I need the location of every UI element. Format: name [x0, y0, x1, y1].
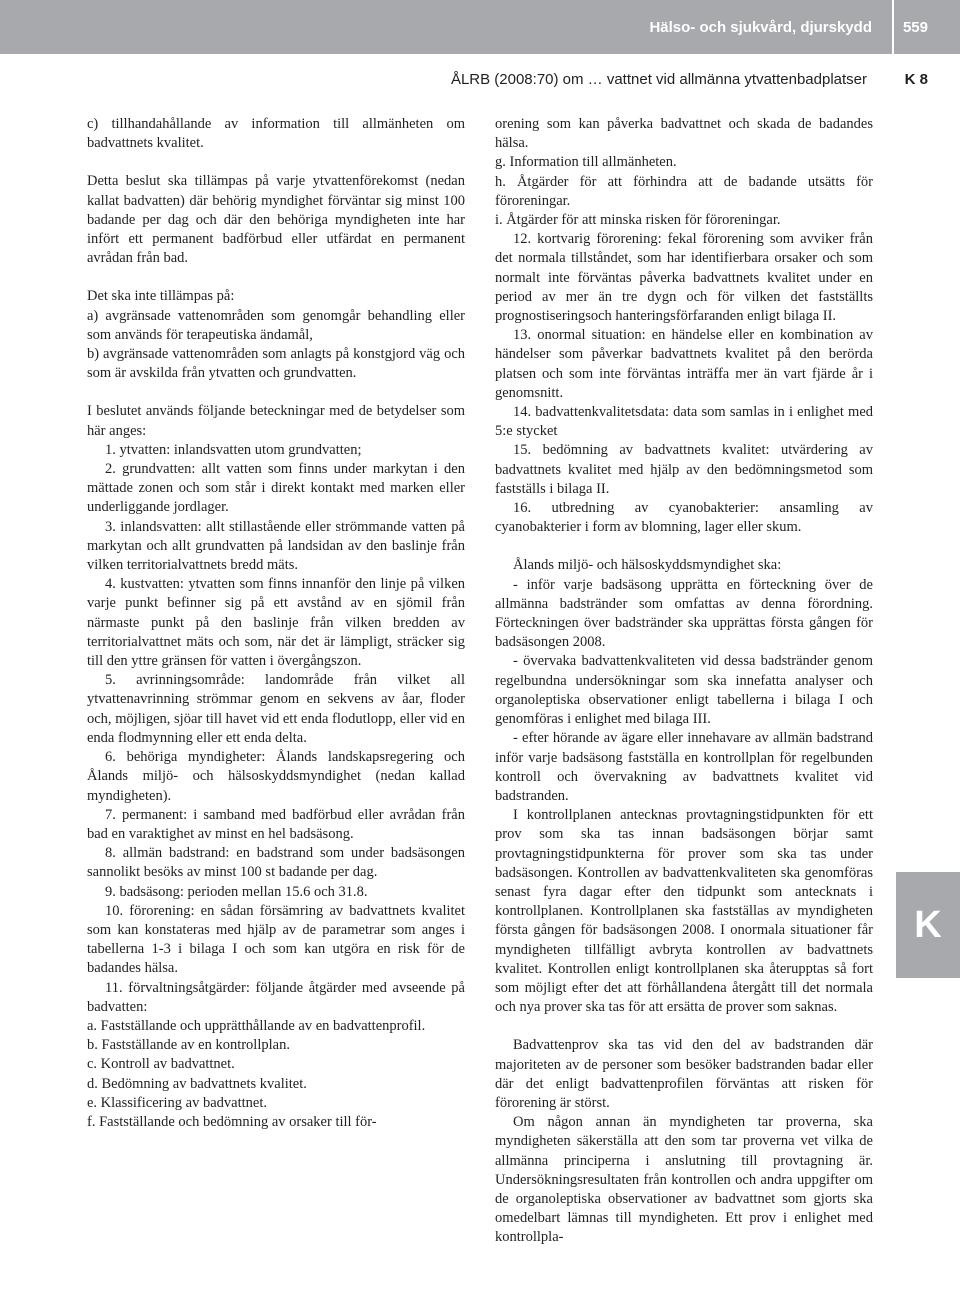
list-item: - efter hörande av ägare eller innehavare av allmän badstrand inför varje badsäsong fastställa en kontrollplan för regelbunden kontroll och övervakning av badvattnets kvalitet vid badstranden.: [495, 730, 873, 804]
header-divider: [892, 0, 894, 54]
definition-item: 7. permanent: i samband med badförbud eller avrådan från bad en varaktighet av minst en hel badsäsong.: [87, 806, 465, 842]
paragraph: Detta beslut ska tillämpas på varje ytvattenförekomst (nedan kallat badvatten) där behörig myndighet förväntar sig minst 100 badande per dag och där den behöriga myndigheten inte har infört ett permanent badförbud eller utfärdat en permanent avrådan från bad.: [87, 173, 465, 267]
definition-item: 15. bedömning av badvattnets kvalitet: utvärdering av badvattnets kvalitet med hjälp av den bedömningsmetod som fastställs i bilaga II.: [495, 442, 873, 497]
definition-item: 13. onormal situation: en händelse eller en kombination av händelser som påverkar badvattnets kvalitet på den berörda platsen och som inte förväntas inträffa mer än vart fjärde år i genomsnitt.: [495, 327, 873, 401]
definition-item: 9. badsäsong: perioden mellan 15.6 och 31.8.: [105, 883, 368, 900]
definition-item: 10. förorening: en sådan försämring av badvattnets kvalitet som kan konstateras med hjälp av de parametrar som anges i tabellerna 1-3 i bilaga I och som kan utgöra en risk för de badandes hälsa.: [87, 902, 465, 977]
definition-item: 2. grundvatten: allt vatten som finns under markytan i den mättade zonen och som står i direkt kontakt med marken eller underliggande jordlager.: [87, 461, 465, 516]
paragraph: c) tillhandahållande av information till allmänheten om badvattnets kvalitet.: [87, 116, 465, 152]
side-tab: K: [896, 872, 960, 978]
list-item: i. Åtgärder för att minska risken för föroreningar.: [495, 212, 781, 229]
right-column: [495, 115, 873, 1248]
chapter-code: K 8: [904, 71, 928, 88]
definition-item: 6. behöriga myndigheter: Ålands landskapsregering och Ålands miljö- och hälsoskyddsmyndighet (nedan kallad myndigheten).: [87, 749, 465, 804]
page-number: 559: [902, 19, 928, 36]
header-bar: [0, 0, 960, 54]
list-item: b) avgränsade vattenområden som anlagts på konstgjord väg och som är avskilda från ytvatten och grundvatten.: [87, 346, 465, 382]
list-item: e. Klassificering av badvattnet.: [87, 1094, 267, 1111]
definition-item: 8. allmän badstrand: en badstrand som under badsäsongen sannolikt besöks av minst 100 st badande per dag.: [87, 845, 465, 881]
paragraph: Om någon annan än myndigheten tar proverna, ska myndigheten säkerställa att den som tar proverna vet vilka de allmänna principerna i anslutning till provtagning är. Undersökningsresultaten från kontrollen och andra uppgifter om de organoleptiska observationer av badvattnet som gjorts ska omedelbart lämnas till myndigheten. Ett prov i enlighet med kontrollpla-: [495, 1114, 873, 1246]
list-item: a. Fastställande och upprätthållande av en badvattenprofil.: [87, 1017, 426, 1034]
list-item: d. Bedömning av badvattnets kvalitet.: [87, 1075, 307, 1092]
definition-item: 14. badvattenkvalitetsdata: data som samlas in i enlighet med 5:e stycket: [495, 404, 873, 440]
list-item: g. Information till allmänheten.: [495, 154, 677, 171]
definition-item: 1. ytvatten: inlandsvatten utom grundvatten;: [105, 441, 362, 458]
list-item: - inför varje badsäsong upprätta en förteckning över de allmänna badstränder som omfattas av denna förordning. Förteckningen över badstränder ska upprättas första gången för badsäsongen 2008.: [495, 576, 873, 651]
paragraph: Badvattenprov ska tas vid den del av badstranden där majoriteten av de personer som besöker badstranden badar eller där det enligt badvattenprofilen förväntas att risken för förorening är störst.: [495, 1037, 873, 1111]
list-item: - övervaka badvattenkvaliteten vid dessa badstränder genom regelbundna undersökningar som ska innefatta analyser och organoleptiska observationer enligt tabellerna i bilaga I och genomföras i enlighet med bilaga III.: [495, 653, 873, 728]
left-column: [87, 115, 465, 1132]
list-item: h. Åtgärder för att förhindra att de badande utsätts för föroreningar.: [495, 173, 873, 209]
paragraph: I beslutet används följande beteckningar med de betydelser som här anges:: [87, 403, 465, 439]
definition-item: 3. inlandsvatten: allt stillastående eller strömmande vatten på markytan och allt grundvatten på landsidan av den baslinje från vilken territorialvattnets bredd mäts.: [87, 518, 465, 574]
paragraph: Ålands miljö- och hälsoskyddsmyndighet ska:: [513, 557, 782, 574]
definition-item: 4. kustvatten: ytvatten som finns innanför den linje på vilken varje punkt befinner sig på ett avstånd av en sjömil från närmaste punkt på den baslinje från vilken bredden av territorialvattnet mäts och som, när det är lämpligt, sträcker sig till den yttre gränsen för vatten i övergångszon.: [87, 576, 465, 670]
paragraph: I kontrollplanen antecknas provtagningstidpunkten för ett prov som ska tas innan badsäsongen börjar samt provtagningstidpunkterna för prover som ska tas under badsäsongen. Kontrollen av badvattenkvaliteten ska genomföras senast fyra dagar efter den tidpunkt som antecknats i kontrollplanen. Kontrollplanen ska fastställas av myndigheten första gången för badsäsongen 2008. I onormala situationer får myndigheten tillfälligt avbryta kontrollen av badvattnets kvalitet. Kontrollen enligt kontrollplanen ska återupptas så fort som möjligt efter det att förhållandena återgått till det normala och nya prover ska tas för att ersätta de prover som saknas.: [495, 807, 873, 1016]
definition-item: 12. kortvarig förorening: fekal förorening som avviker från det normala tillståndet, som har identifierbara orsaker och som normalt inte förväntas påverka badvattnets kvalitet under en period av mer än tre dygn och för vilken det fastställts prognostiseringsoch hanteringsförfaranden enligt bilaga II.: [495, 231, 873, 325]
definition-item: 11. förvaltningsåtgärder: följande åtgärder med avseende på badvatten:: [87, 979, 465, 1015]
list-item: c. Kontroll av badvattnet.: [87, 1056, 235, 1073]
paragraph: orening som kan påverka badvattnet och skada de badandes hälsa.: [495, 116, 873, 152]
running-title: ÅLRB (2008:70) om … vattnet vid allmänna ytvattenbadplatser: [450, 71, 867, 88]
list-item: b. Fastställande av en kontrollplan.: [87, 1037, 290, 1054]
paragraph: Det ska inte tillämpas på:: [87, 288, 235, 305]
section-title: Hälso- och sjukvård, djurskydd: [649, 19, 872, 36]
definition-item: 16. utbredning av cyanobakterier: ansamling av cyanobakterier i form av blomning, lager eller skum.: [495, 500, 873, 536]
list-item: f. Fastställande och bedömning av orsaker till för-: [87, 1113, 377, 1130]
list-item: a) avgränsade vattenområden som genomgår behandling eller som används för terapeutiska ändamål,: [87, 307, 465, 343]
definition-item: 5. avrinningsområde: landområde från vilket all ytvattenavrinning strömmar genom en sekvens av åar, floder och, möjligen, sjöar till havet vid ett enda flodutlopp, eller vid en enda flodmynning eller ett enda delta.: [87, 672, 465, 746]
